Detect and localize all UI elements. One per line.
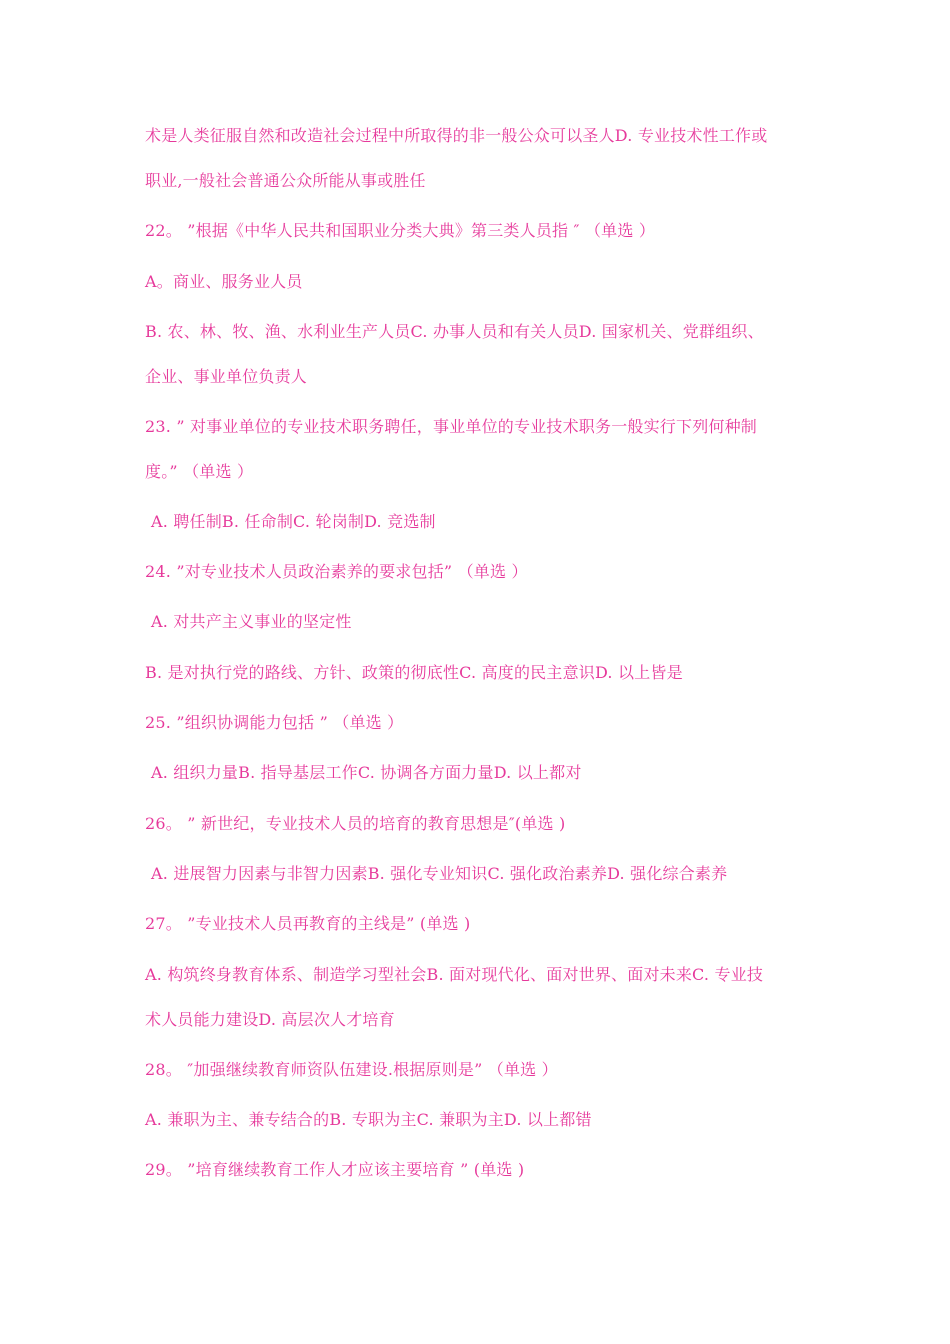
line-21-option-d-cont: 职业,一般社会普通公众所能从事或胜任 (145, 171, 426, 190)
line-21-option-c-cont: 术是人类征服自然和改造社会过程中所取得的非一般公众可以圣人D. 专业技术性工作或 (145, 126, 768, 145)
question-27: 27。 ”专业技术人员再教育的主线是” (单选 ) (145, 914, 471, 933)
question-22-option-a: A。商业、服务业人员 (145, 272, 303, 291)
question-22: 22。 ”根据《中华人民共和国职业分类大典》第三类人员指 ″ （单选 ） (145, 221, 656, 240)
question-27-options: A. 构筑终身教育体系、制造学习型社会B. 面对现代化、面对世界、面对未来C. 专业技 (145, 965, 764, 984)
question-27-options-cont: 术人员能力建设D. 高层次人才培育 (145, 1010, 395, 1029)
question-22-options-bcd: B. 农、林、牧、渔、水利业生产人员C. 办事人员和有关人员D. 国家机关、党群组织、 (145, 322, 764, 341)
question-26: 26。 ” 新世纪，专业技术人员的培育的教育思想是″(单选 ) (145, 814, 566, 833)
question-25: 25. ”组织协调能力包括 ” （单选 ） (145, 713, 404, 732)
question-24-options-bcd: B. 是对执行党的路线、方针、政策的彻底性C. 高度的民主意识D. 以上皆是 (145, 663, 683, 682)
question-28-options: A. 兼职为主、兼专结合的B. 专职为主C. 兼职为主D. 以上都错 (145, 1110, 592, 1129)
question-24: 24. ”对专业技术人员政治素养的要求包括” （单选 ） (145, 562, 528, 581)
question-26-options: A. 进展智力因素与非智力因素B. 强化专业知识C. 强化政治素养D. 强化综合素养 (151, 864, 728, 883)
question-25-options: A. 组织力量B. 指导基层工作C. 协调各方面力量D. 以上都对 (151, 763, 582, 782)
question-23-cont: 度。” （单选 ） (145, 462, 254, 481)
question-23-options: A. 聘任制B. 任命制C. 轮岗制D. 竞选制 (151, 512, 436, 531)
question-28: 28。 ″加强继续教育师资队伍建设.根据原则是” （单选 ） (145, 1060, 558, 1079)
question-22-options-cont: 企业、事业单位负责人 (145, 367, 308, 386)
question-23: 23. ” 对事业单位的专业技术职务聘任，事业单位的专业技术职务一般实行下列何种制 (145, 417, 757, 436)
question-29: 29。 ”培育继续教育工作人才应该主要培育 ” (单选 ) (145, 1160, 525, 1179)
question-24-option-a: A. 对共产主义事业的坚定性 (151, 612, 352, 631)
